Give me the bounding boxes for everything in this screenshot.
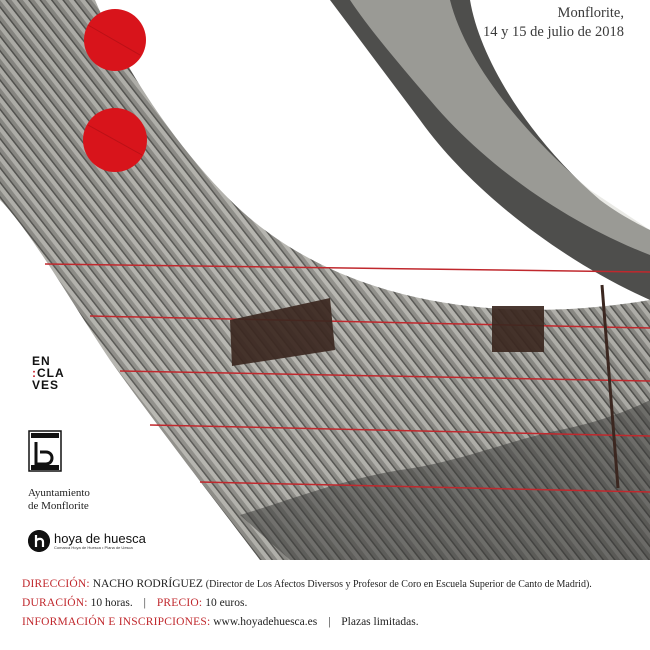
hoya-brand: hoya de huesca xyxy=(54,531,146,546)
hoya-symbol-icon xyxy=(28,530,50,552)
event-info xyxy=(22,575,592,632)
enclaves-logo xyxy=(32,355,65,391)
separator: | xyxy=(328,616,331,628)
separator: | xyxy=(143,597,146,609)
plazas-text: Plazas limitadas. xyxy=(341,616,419,628)
hoya-subtitle: Comarca Hoya de Huesca • Plana de Uesca xyxy=(54,545,133,550)
duracion-label: DURACIÓN: xyxy=(22,597,88,609)
event-date xyxy=(483,4,624,42)
informacion-row xyxy=(22,613,592,632)
ayuntamiento-line-1: Ayuntamiento xyxy=(28,487,90,499)
note-block-right xyxy=(492,306,544,352)
enclaves-line-2: CLA xyxy=(37,366,65,380)
ayuntamiento-logo xyxy=(28,487,90,513)
event-location: Monflorite, xyxy=(557,5,624,21)
website-link[interactable]: www.hoyadehuesca.es xyxy=(213,616,318,628)
informacion-label: INFORMACIÓN E INSCRIPCIONES: xyxy=(22,616,211,628)
enclaves-dot-icon: : xyxy=(32,366,37,380)
direccion-row xyxy=(22,575,592,594)
direccion-label: DIRECCIÓN: xyxy=(22,578,90,590)
diputacion-logo-icon xyxy=(28,430,62,472)
direccion-detail: (Director de Los Afectos Diversos y Profesor de Coro en Escuela Superior de Canto de Madrid). xyxy=(205,579,592,590)
duracion-value: 10 horas. xyxy=(90,597,133,609)
hoya-text xyxy=(54,532,146,550)
event-dates: 14 y 15 de julio de 2018 xyxy=(483,24,624,40)
precio-value: 10 euros. xyxy=(205,597,248,609)
enclaves-line-1: EN xyxy=(32,354,51,368)
direccion-name: NACHO RODRÍGUEZ xyxy=(92,578,203,590)
enclaves-line-3: VES xyxy=(32,378,60,392)
duracion-precio-row xyxy=(22,594,592,613)
ayuntamiento-line-2: de Monflorite xyxy=(28,500,89,512)
hoya-de-huesca-logo xyxy=(28,530,146,552)
precio-label: PRECIO: xyxy=(156,597,203,609)
